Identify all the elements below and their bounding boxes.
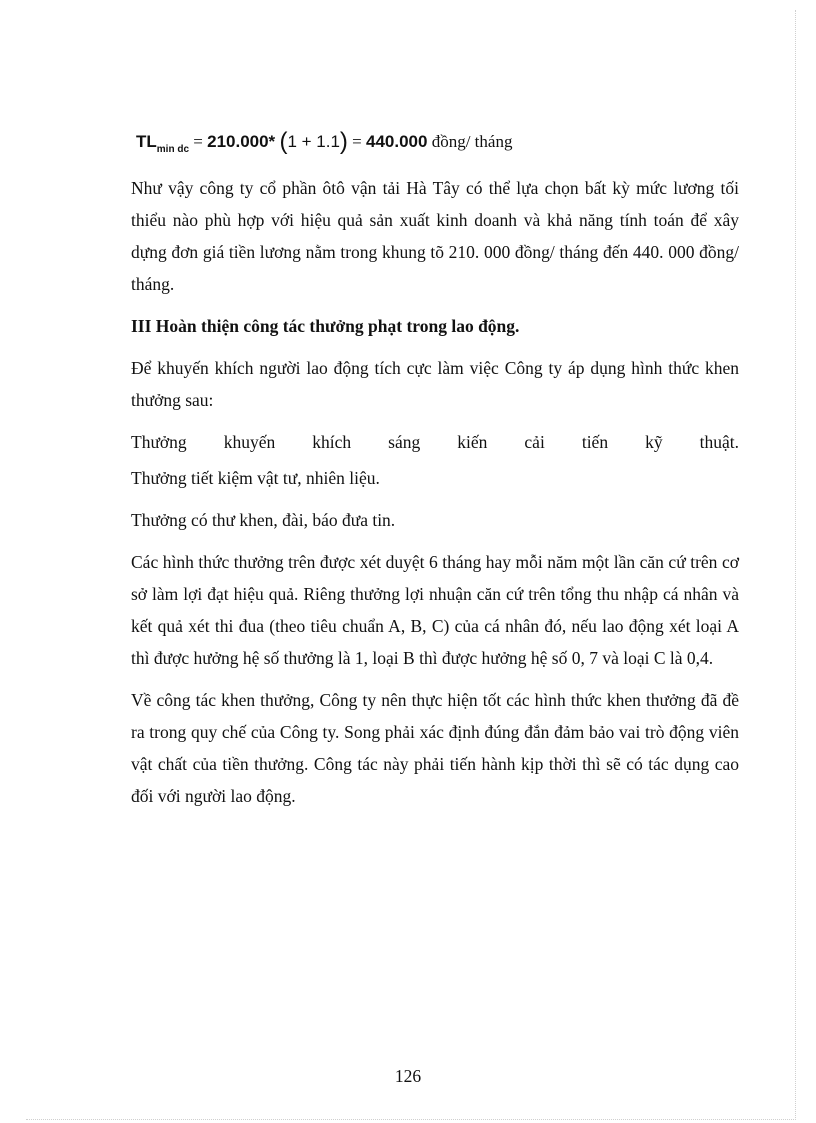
formula-subscript: min dc (156, 144, 190, 155)
formula-lhs: TL (136, 132, 157, 151)
paragraph-reward-intro: Để khuyến khích người lao động tích cực làm việc Công ty áp dụng hình thức khen thưởng sau: (131, 358, 739, 410)
paragraph-reward-review: Các hình thức thưởng trên được xét duyệt 6 tháng hay mỗi năm một lần căn cứ trên cơ sở làm lợi đạt hiệu quả. Riêng thưởng lợi nhuận căn cứ trên tổng thu nhập cá nhân và kết quả xét thi đua (theo tiêu chuẩn A, B, C) của cá nhân đó, nếu lao động xét loại A thì được hưởng hệ số thưởng là 1, loại B thì được hưởng hệ số 0, 7 và loại C là 0,4. (131, 552, 739, 668)
formula-paren-close: ) (339, 128, 348, 155)
formula-equals-2: = (352, 132, 362, 151)
document-body (131, 172, 739, 822)
formula-equals-1: = (193, 132, 203, 151)
formula-inner: 1 + 1.1 (287, 132, 340, 151)
formula-paren-open: ( (279, 128, 288, 155)
formula-base: 210.000* (207, 132, 276, 151)
paragraph-min-wage-range: Như vậy công ty cổ phần ôtô vận tải Hà Tây có thể lựa chọn bất kỳ mức lương tối thiểu nào phù hợp với hiệu quả sản xuất kinh doanh và khả năng tính toán để xây dựng đơn giá tiền lương nằm trong khung tõ 210. 000 đồng/ tháng đến 440. 000 đồng/ tháng. (131, 178, 739, 294)
formula-result: 440.000 (366, 132, 428, 151)
section-heading: III Hoàn thiện công tác thưởng phạt trong lao động. (131, 316, 520, 336)
paragraph-reward-commendation: Thưởng có thư khen, đài, báo đưa tin. (131, 510, 396, 530)
paragraph-reward-savings: Thưởng tiết kiệm vật tư, nhiên liệu. (131, 468, 380, 488)
paragraph-reward-innovation: Thưởng khuyến khích sáng kiến cải tiến kỹ thuật. (131, 432, 739, 452)
formula-unit: đồng/ tháng (427, 132, 513, 151)
page-number: 126 (394, 1066, 422, 1086)
paragraph-reward-policy: Về công tác khen thưởng, Công ty nên thực hiện tốt các hình thức khen thưởng đã đề ra trong quy chế của Công ty. Song phải xác định đúng đắn đảm bảo vai trò động viên vật chất của tiền thưởng. Công tác này phải tiến hành kịp thời thì sẽ có tác dụng cao đối với người lao động. (131, 690, 739, 806)
salary-formula (136, 128, 512, 164)
